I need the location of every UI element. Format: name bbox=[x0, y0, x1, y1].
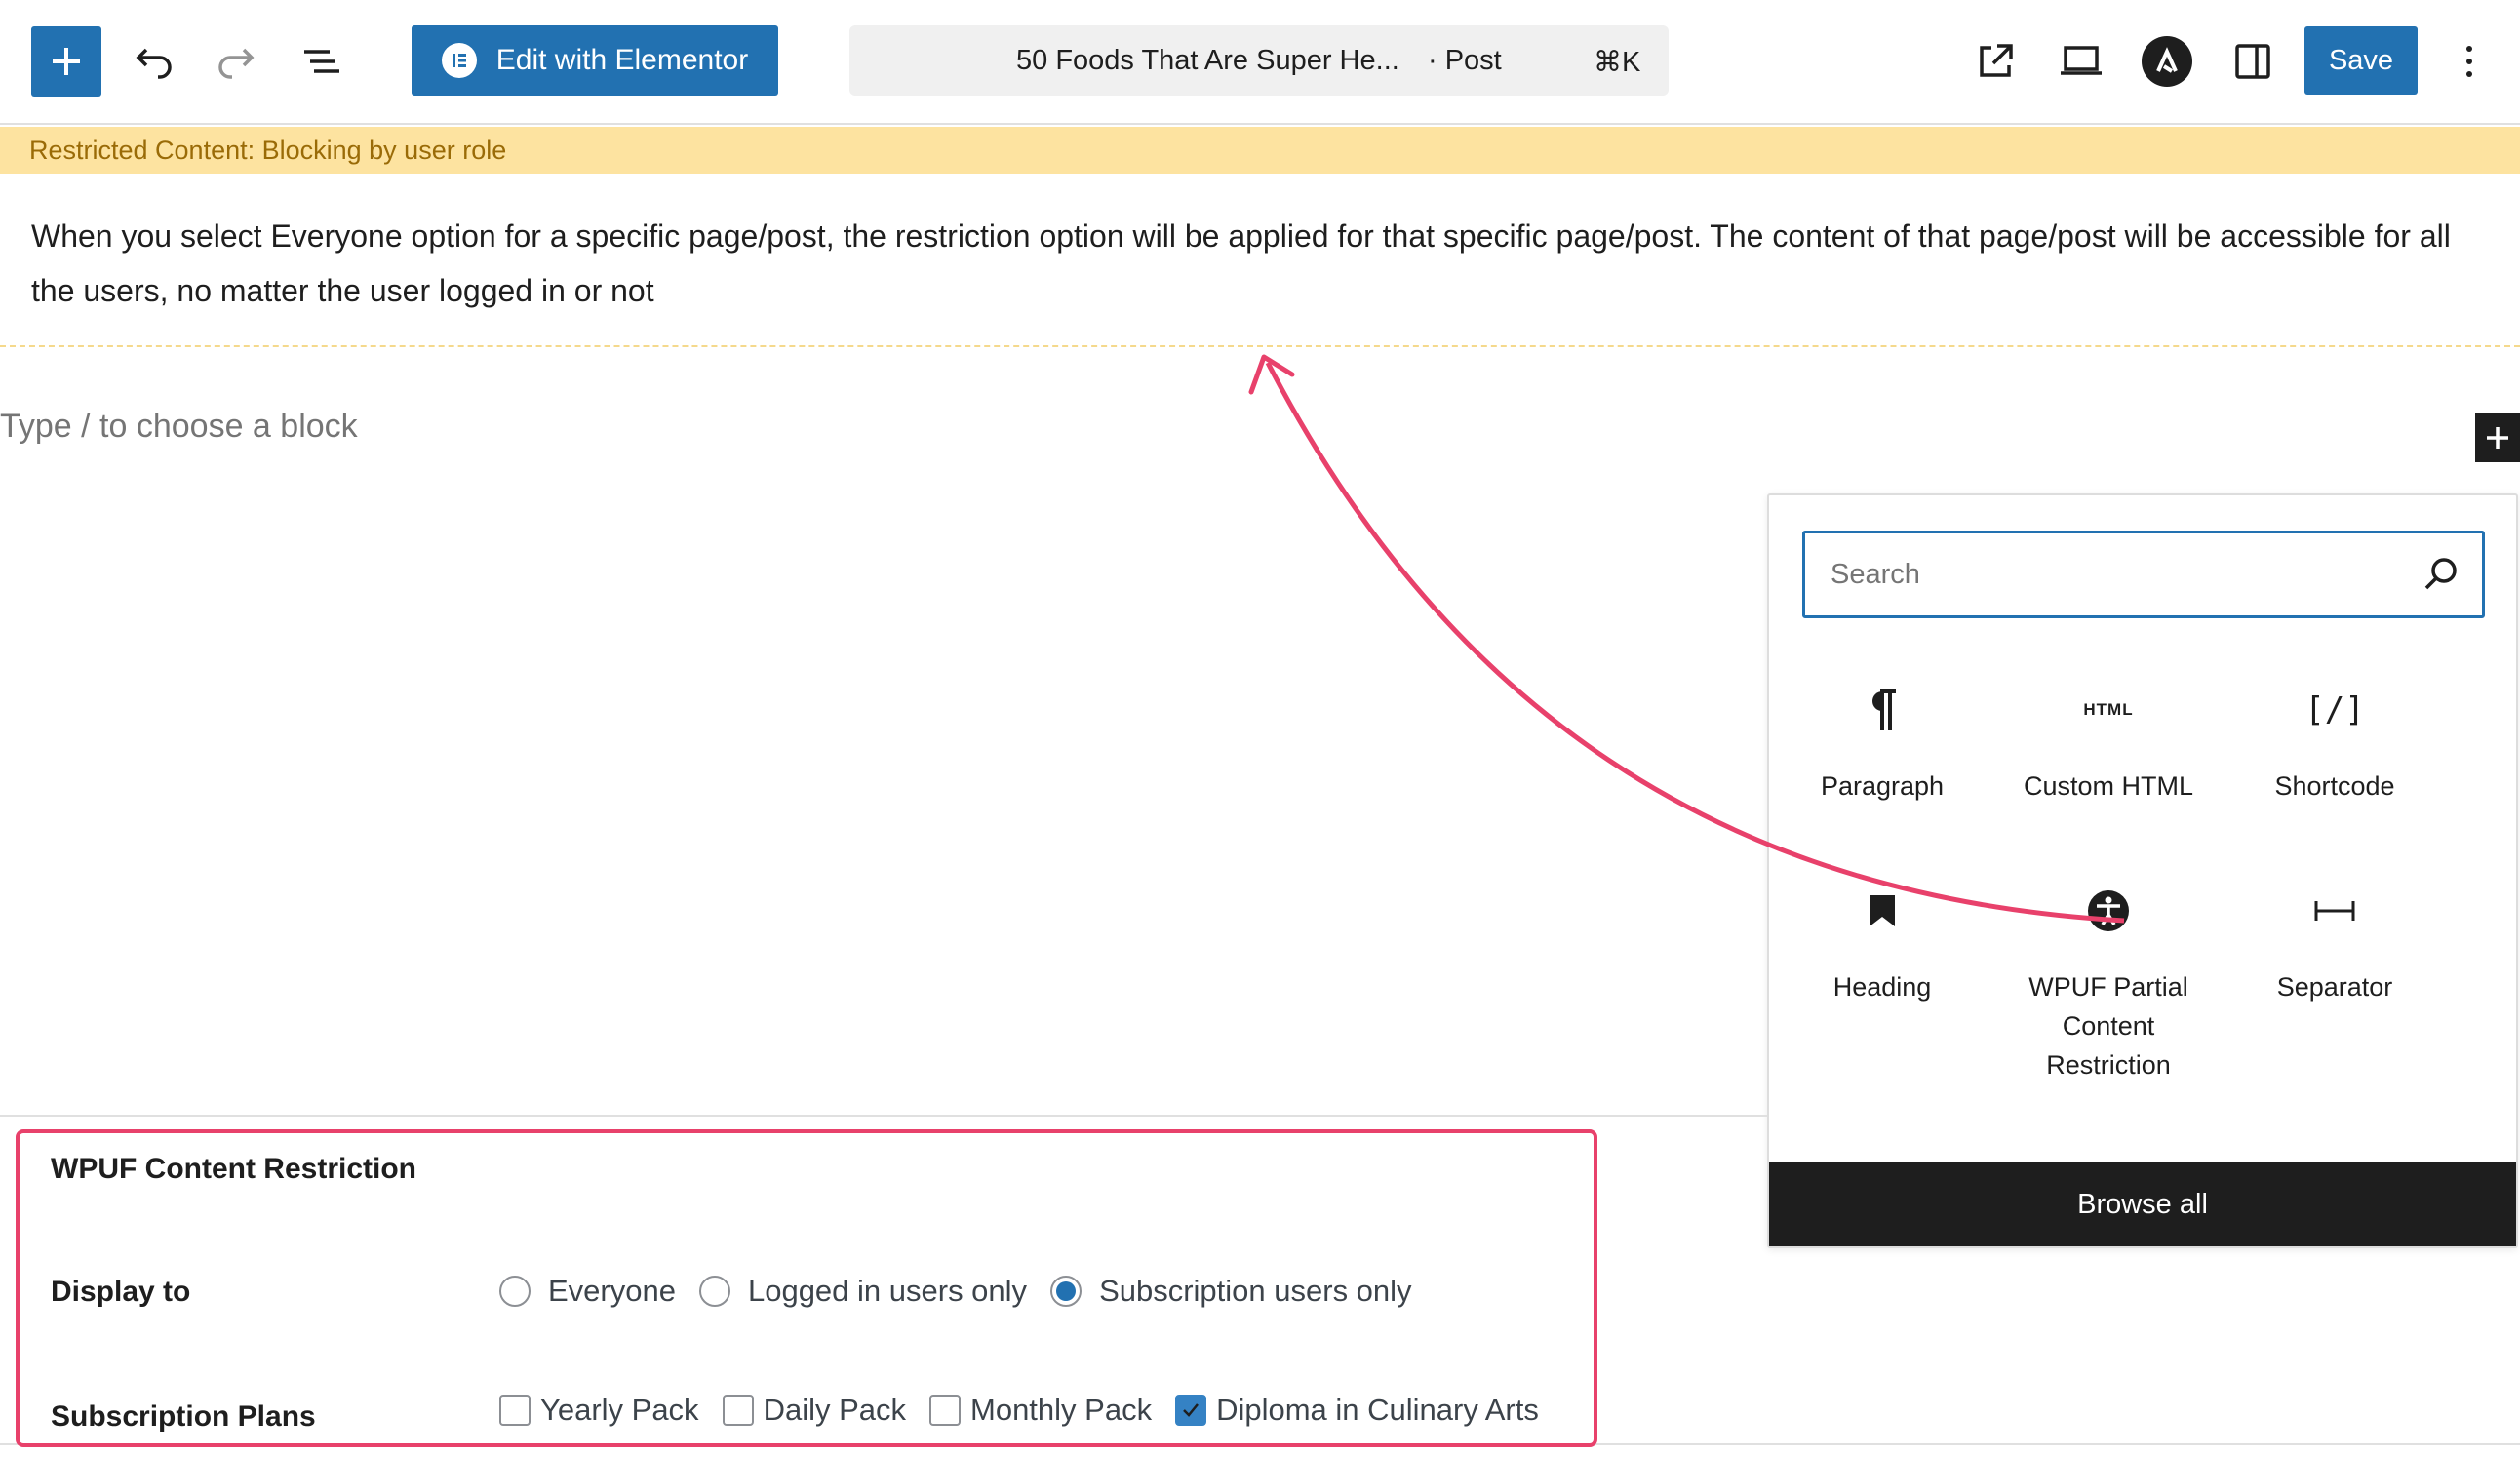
editor-toolbar bbox=[0, 0, 2520, 125]
display-option-everyone[interactable] bbox=[499, 1274, 676, 1309]
display-to-label: Display to bbox=[51, 1276, 191, 1308]
astra-logo-icon bbox=[2142, 36, 2192, 87]
edit-with-elementor-button[interactable] bbox=[412, 25, 778, 96]
settings-sidebar-toggle[interactable] bbox=[2218, 26, 2288, 97]
bookmark-icon bbox=[1868, 882, 1897, 940]
paragraph-icon bbox=[1865, 681, 1900, 739]
restricted-content-title: Restricted Content: Blocking by user role bbox=[0, 127, 2520, 174]
block-paragraph[interactable] bbox=[1769, 681, 1995, 806]
checkmark-icon bbox=[1180, 1399, 1201, 1421]
subscription-plans-label: Subscription Plans bbox=[51, 1400, 316, 1433]
display-option-subscription[interactable] bbox=[1050, 1274, 1412, 1309]
options-menu-button[interactable] bbox=[2434, 26, 2504, 97]
block-inserter-popover bbox=[1767, 493, 2518, 1248]
plan-option-label: Diploma in Culinary Arts bbox=[1216, 1393, 1539, 1427]
block-search-input[interactable] bbox=[1805, 533, 2410, 615]
block-placeholder[interactable]: Type / to choose a block bbox=[0, 408, 358, 445]
separator-icon bbox=[2313, 882, 2356, 940]
display-to-options bbox=[499, 1274, 1436, 1309]
plan-option-label: Yearly Pack bbox=[540, 1393, 699, 1427]
document-overview-button[interactable] bbox=[287, 26, 357, 97]
browse-all-button[interactable]: Browse all bbox=[1769, 1162, 2516, 1246]
plan-option-monthly[interactable] bbox=[929, 1393, 1152, 1428]
block-search[interactable] bbox=[1802, 531, 2485, 618]
block-label: Paragraph bbox=[1820, 771, 1945, 801]
command-palette-shortcut: ⌘K bbox=[1594, 47, 1641, 78]
block-label: Separator bbox=[2276, 972, 2393, 1002]
block-label: WPUF Partial Content Restriction bbox=[2028, 972, 2188, 1080]
checkbox-monthly-pack[interactable] bbox=[929, 1395, 961, 1426]
display-option-label: Logged in users only bbox=[747, 1274, 1028, 1308]
restricted-content-description: When you select Everyone option for a specific page/post, the restriction option will be applied for that specific page/post. The content of that page/post will be accessible for all the users, no matter the user logged in or not bbox=[0, 174, 2520, 347]
add-block-button[interactable] bbox=[2475, 413, 2520, 462]
preview-button[interactable] bbox=[2046, 26, 2116, 97]
save-button[interactable]: Save bbox=[2304, 26, 2418, 95]
meta-box-divider bbox=[0, 1115, 1767, 1117]
meta-box-title: WPUF Content Restriction bbox=[51, 1153, 416, 1185]
accessibility-icon bbox=[2087, 882, 2130, 940]
shortcode-icon: [/] bbox=[2304, 690, 2365, 729]
radio-logged-in[interactable] bbox=[699, 1276, 730, 1307]
radio-subscription[interactable] bbox=[1050, 1276, 1082, 1307]
html-icon: HTML bbox=[2083, 700, 2134, 719]
plus-icon bbox=[2484, 424, 2511, 452]
plan-option-yearly[interactable] bbox=[499, 1393, 699, 1428]
checkbox-yearly-pack[interactable] bbox=[499, 1395, 531, 1426]
block-label: Shortcode bbox=[2274, 771, 2395, 801]
wpuf-content-restriction-meta-box bbox=[16, 1129, 1597, 1447]
block-heading[interactable] bbox=[1769, 882, 1995, 1006]
block-separator[interactable] bbox=[2222, 882, 2448, 1006]
block-custom-html[interactable] bbox=[1995, 681, 2222, 806]
edit-with-elementor-label: Edit with Elementor bbox=[495, 44, 749, 76]
plus-icon bbox=[47, 42, 86, 81]
redo-button[interactable] bbox=[201, 26, 271, 97]
document-title: 50 Foods That Are Super He... bbox=[1016, 45, 1399, 76]
display-option-logged-in[interactable] bbox=[699, 1274, 1027, 1309]
more-vertical-icon bbox=[2463, 42, 2475, 81]
elementor-logo-icon bbox=[442, 43, 477, 78]
plan-option-daily[interactable] bbox=[723, 1393, 906, 1428]
undo-icon bbox=[133, 40, 176, 83]
external-link-icon bbox=[1974, 40, 2017, 83]
plan-option-label: Daily Pack bbox=[763, 1393, 906, 1427]
document-bar[interactable] bbox=[849, 25, 1669, 96]
redo-icon bbox=[215, 40, 257, 83]
display-option-label: Subscription users only bbox=[1099, 1274, 1412, 1308]
astra-settings-button[interactable] bbox=[2132, 26, 2202, 97]
search-icon bbox=[2422, 555, 2461, 594]
desktop-icon bbox=[2058, 40, 2105, 83]
document-type: · Post bbox=[1428, 45, 1502, 76]
subscription-plan-options bbox=[499, 1393, 1562, 1428]
checkbox-daily-pack[interactable] bbox=[723, 1395, 754, 1426]
view-post-button[interactable] bbox=[1960, 26, 2030, 97]
block-inserter-toggle-button[interactable] bbox=[31, 26, 101, 97]
sidebar-icon bbox=[2231, 40, 2274, 83]
radio-everyone[interactable] bbox=[499, 1276, 531, 1307]
checkbox-diploma-culinary-arts[interactable] bbox=[1175, 1395, 1206, 1426]
block-wpuf-partial-content-restriction[interactable] bbox=[1995, 882, 2222, 1084]
list-view-icon bbox=[300, 40, 343, 83]
block-label: Heading bbox=[1832, 972, 1932, 1002]
block-label: Custom HTML bbox=[2023, 771, 2194, 801]
display-option-label: Everyone bbox=[548, 1274, 676, 1308]
block-shortcode[interactable] bbox=[2222, 681, 2448, 806]
plan-option-diploma[interactable] bbox=[1175, 1393, 1539, 1428]
plan-option-label: Monthly Pack bbox=[970, 1393, 1153, 1427]
undo-button[interactable] bbox=[119, 26, 189, 97]
